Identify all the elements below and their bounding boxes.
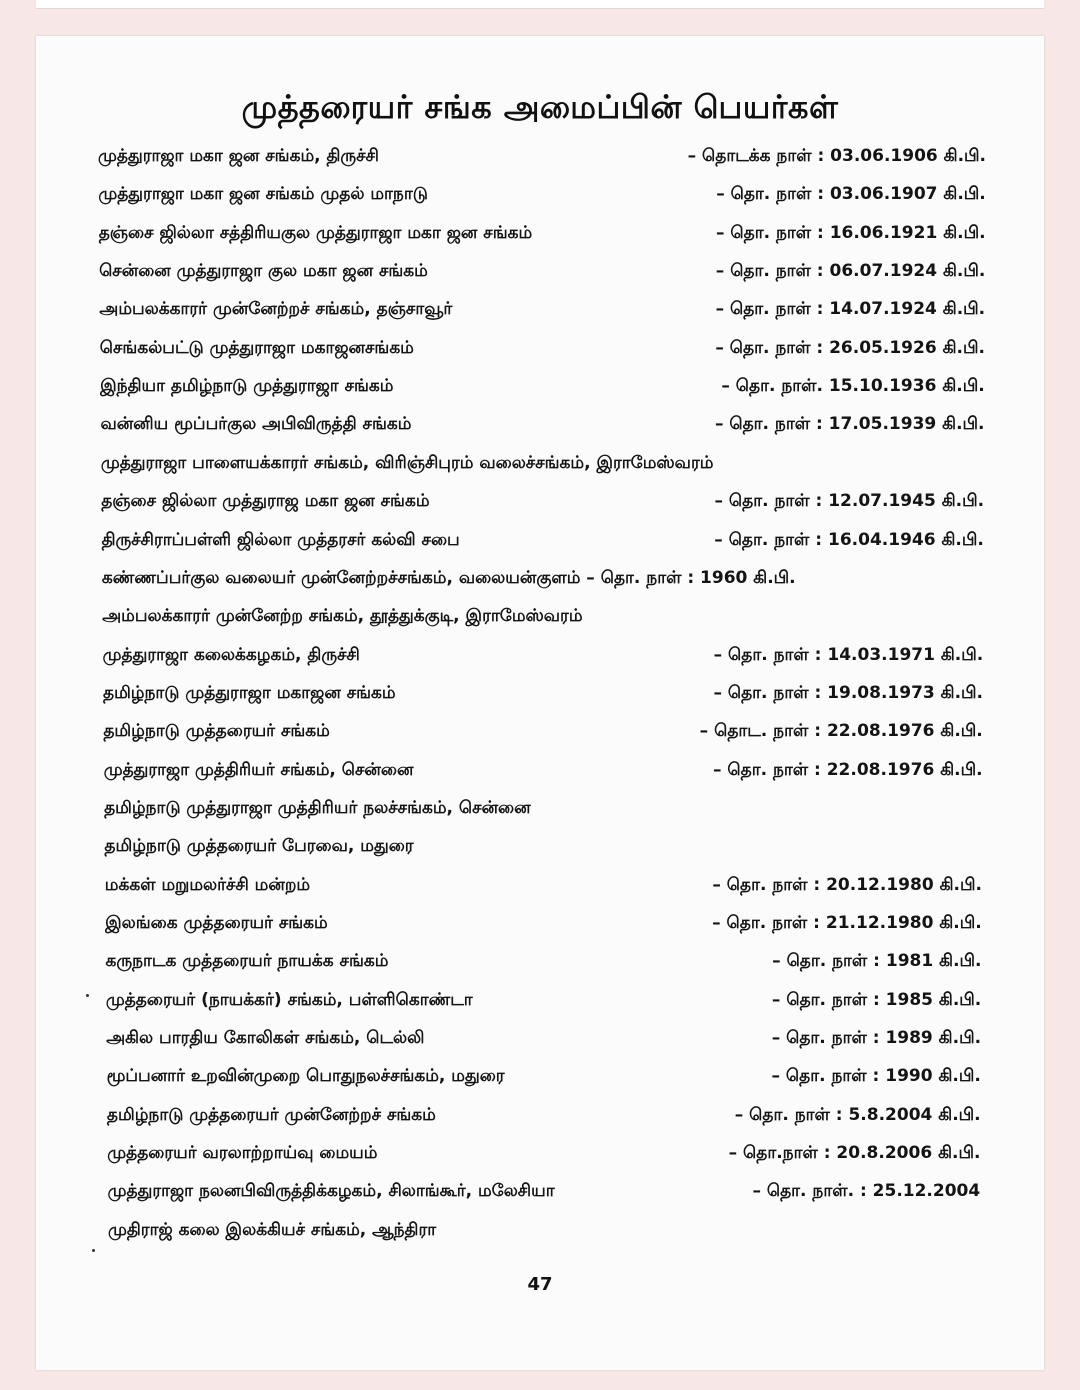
- organization-name: திருச்சிராப்பள்ளி ஜில்லா முத்தரசர் கல்வி சபை: [101, 529, 460, 550]
- list-item: [101, 414, 985, 444]
- organization-name: கண்ணப்பர்குல வலையர் முன்னேற்றச்சங்கம், வலையன்குளம் – தொ. நாள் : 1960 கி.பி.: [101, 567, 796, 588]
- founding-date: – தொ. நாள் : 03.06.1907 கி.பி.: [716, 184, 986, 205]
- organization-name: அம்பலக்காரர் முன்னேற்ற சங்கம், தூத்துக்குடி, இராமேஸ்வரம்: [102, 606, 583, 627]
- organization-name: முத்துராஜா பாளையக்காரர் சங்கம், விரிஞ்சிபுரம் வலைச்சங்கம், இராமேஸ்வரம்: [100, 452, 714, 473]
- organization-name: தஞ்சை ஜில்லா முத்துராஜ மகா ஜன சங்கம்: [101, 491, 430, 512]
- list-item: [98, 146, 986, 176]
- founding-date: – தொ. நாள். : 25.12.2004: [752, 1181, 981, 1202]
- list-item: [106, 951, 982, 981]
- founding-date: – தொ. நாள் : 1990 கி.பி.: [771, 1066, 981, 1087]
- list-item: [99, 299, 985, 329]
- organization-name: சென்னை முத்துராஜா குல மகா ஜன சங்கம்: [99, 261, 428, 282]
- organization-name: முத்துராஜா கலைக்கழகம், திருச்சி: [102, 644, 360, 665]
- document-page: [36, 36, 1044, 1370]
- list-item: [99, 223, 986, 253]
- organization-name: முத்துராஜா முத்திரியர் சங்கம், சென்னை: [103, 759, 414, 780]
- list-item: [107, 1105, 981, 1135]
- founding-date: – தொ. நாள் : 16.06.1921 கி.பி.: [715, 222, 986, 243]
- list-item: [101, 453, 984, 483]
- founding-date: – தொ. நாள் : 19.08.1973 கி.பி.: [713, 682, 983, 703]
- print-speck: [86, 994, 89, 997]
- list-item: [106, 990, 981, 1020]
- previous-page-edge: [36, 0, 1044, 9]
- founding-date: – தொ. நாள் : 22.08.1976 கி.பி.: [712, 759, 983, 780]
- founding-date: – தொ. நாள் : 17.05.1939 கி.பி.: [714, 414, 985, 435]
- founding-date: – தொ. நாள் : 12.07.1945 கி.பி.: [714, 491, 985, 512]
- organization-name: தஞ்சை ஜில்லா சத்திரியகுல முத்துராஜா மகா ஜன சங்கம்: [98, 222, 533, 243]
- list-item: [106, 1028, 981, 1058]
- page-number: 47: [527, 1274, 553, 1295]
- organization-name: தமிழ்நாடு முத்தரையர் சங்கம்: [103, 721, 330, 742]
- organization-name: தமிழ்நாடு முத்துராஜா முத்திரியர் நலச்சங்கம், சென்னை: [104, 797, 531, 818]
- organization-name: கருநாடக முத்தரையர் நாயக்க சங்கம்: [105, 951, 389, 972]
- list-item: [101, 491, 984, 521]
- founding-date: – தொ. நாள் : 26.05.1926 கி.பி.: [715, 337, 985, 358]
- list-item: [100, 338, 985, 368]
- page-title: முத்தரையர் சங்க அமைப்பின் பெயர்கள்: [241, 88, 839, 126]
- list-item: [105, 875, 982, 905]
- founding-date: – தொ.நாள் : 20.8.2006 கி.பி.: [728, 1143, 981, 1164]
- list-item: [102, 606, 983, 636]
- list-item: [104, 836, 982, 866]
- founding-date: – தொ. நாள் : 1985 கி.பி.: [771, 989, 982, 1010]
- list-item: [98, 184, 985, 214]
- organization-name: அம்பலக்காரர் முன்னேற்றச் சங்கம், தஞ்சாவூர்: [99, 299, 453, 320]
- list-item: [103, 645, 984, 675]
- organization-name: இலங்கை முத்தரையர் சங்கம்: [105, 913, 328, 933]
- list-item: [103, 683, 983, 713]
- organization-name: அகில பாரதிய கோலிகள் சங்கம், டெல்லி: [106, 1028, 425, 1049]
- founding-date: – தொ. நாள் : 14.07.1924 கி.பி.: [715, 299, 986, 320]
- founding-date: – தொ. நாள் : 21.12.1980 கி.பி.: [712, 913, 982, 933]
- list-item: [104, 798, 982, 828]
- founding-date: – தொ. நாள் : 1981 கி.பி.: [772, 951, 982, 972]
- organization-name: மூப்பனார் உறவின்முறை பொதுநலச்சங்கம், மதுரை: [106, 1066, 505, 1087]
- list-item: [105, 913, 982, 943]
- founding-date: – தொடக்க நாள் : 03.06.1906 கி.பி.: [687, 146, 986, 166]
- organization-name: முதிராஜ் கலை இலக்கியச் சங்கம், ஆந்திரா: [108, 1219, 437, 1240]
- print-speck: [92, 1249, 95, 1252]
- organization-name: தமிழ்நாடு முத்தரையர் பேரவை, மதுரை: [104, 836, 414, 857]
- organization-name: வன்னிய மூப்பர்குல அபிவிருத்தி சங்கம்: [100, 414, 412, 435]
- list-item: [107, 1143, 980, 1173]
- list-item: [102, 530, 984, 560]
- founding-date: – தொ. நாள் : 20.12.1980 கி.பி.: [712, 874, 982, 895]
- founding-date: – தொட. நாள் : 22.08.1976 கி.பி.: [699, 721, 983, 742]
- organization-name: இந்தியா தமிழ்நாடு முத்துராஜா சங்கம்: [100, 376, 394, 397]
- organization-name: முத்துராஜா நலனபிவிருத்திக்கழகம், சிலாங்கூர், மலேசியா: [107, 1181, 555, 1202]
- list-item: [99, 261, 985, 291]
- organization-name: முத்துராஜா மகா ஜன சங்கம், திருச்சி: [98, 146, 379, 166]
- organization-name: மக்கள் மறுமலர்ச்சி மன்றம்: [104, 874, 311, 895]
- organization-name: முத்தரையர் (நாயக்கர்) சங்கம், பள்ளிகொண்டா: [105, 989, 473, 1010]
- organization-name: செங்கல்பட்டு முத்துராஜா மகாஜனசங்கம்: [99, 337, 414, 358]
- founding-date: – தொ. நாள் : 1989 கி.பி.: [771, 1028, 982, 1049]
- organization-name: தமிழ்நாடு முத்துராஜா மகாஜன சங்கம்: [103, 682, 396, 703]
- organization-name: முத்துராஜா மகா ஜன சங்கம் முதல் மாநாடு: [98, 184, 428, 205]
- list-item: [108, 1181, 981, 1211]
- list-item: [107, 1066, 981, 1096]
- list-item: [103, 721, 982, 751]
- list-item: [104, 760, 983, 790]
- founding-date: – தொ. நாள் : 16.04.1946 கி.பி.: [714, 529, 984, 550]
- organization-name: தமிழ்நாடு முத்தரையர் முன்னேற்றச் சங்கம்: [106, 1104, 436, 1125]
- founding-date: – தொ. நாள் : 5.8.2004 கி.பி.: [734, 1104, 981, 1125]
- list-item: [100, 376, 985, 406]
- founding-date: – தொ. நாள். 15.10.1936 கி.பி.: [721, 376, 985, 397]
- list-item: [102, 568, 984, 598]
- founding-date: – தொ. நாள் : 14.03.1971 கி.பி.: [713, 644, 984, 665]
- founding-date: – தொ. நாள் : 06.07.1924 கி.பி.: [715, 261, 986, 282]
- list-item: [108, 1220, 980, 1250]
- organization-name: முத்தரையர் வரலாற்றாய்வு மையம்: [107, 1143, 378, 1164]
